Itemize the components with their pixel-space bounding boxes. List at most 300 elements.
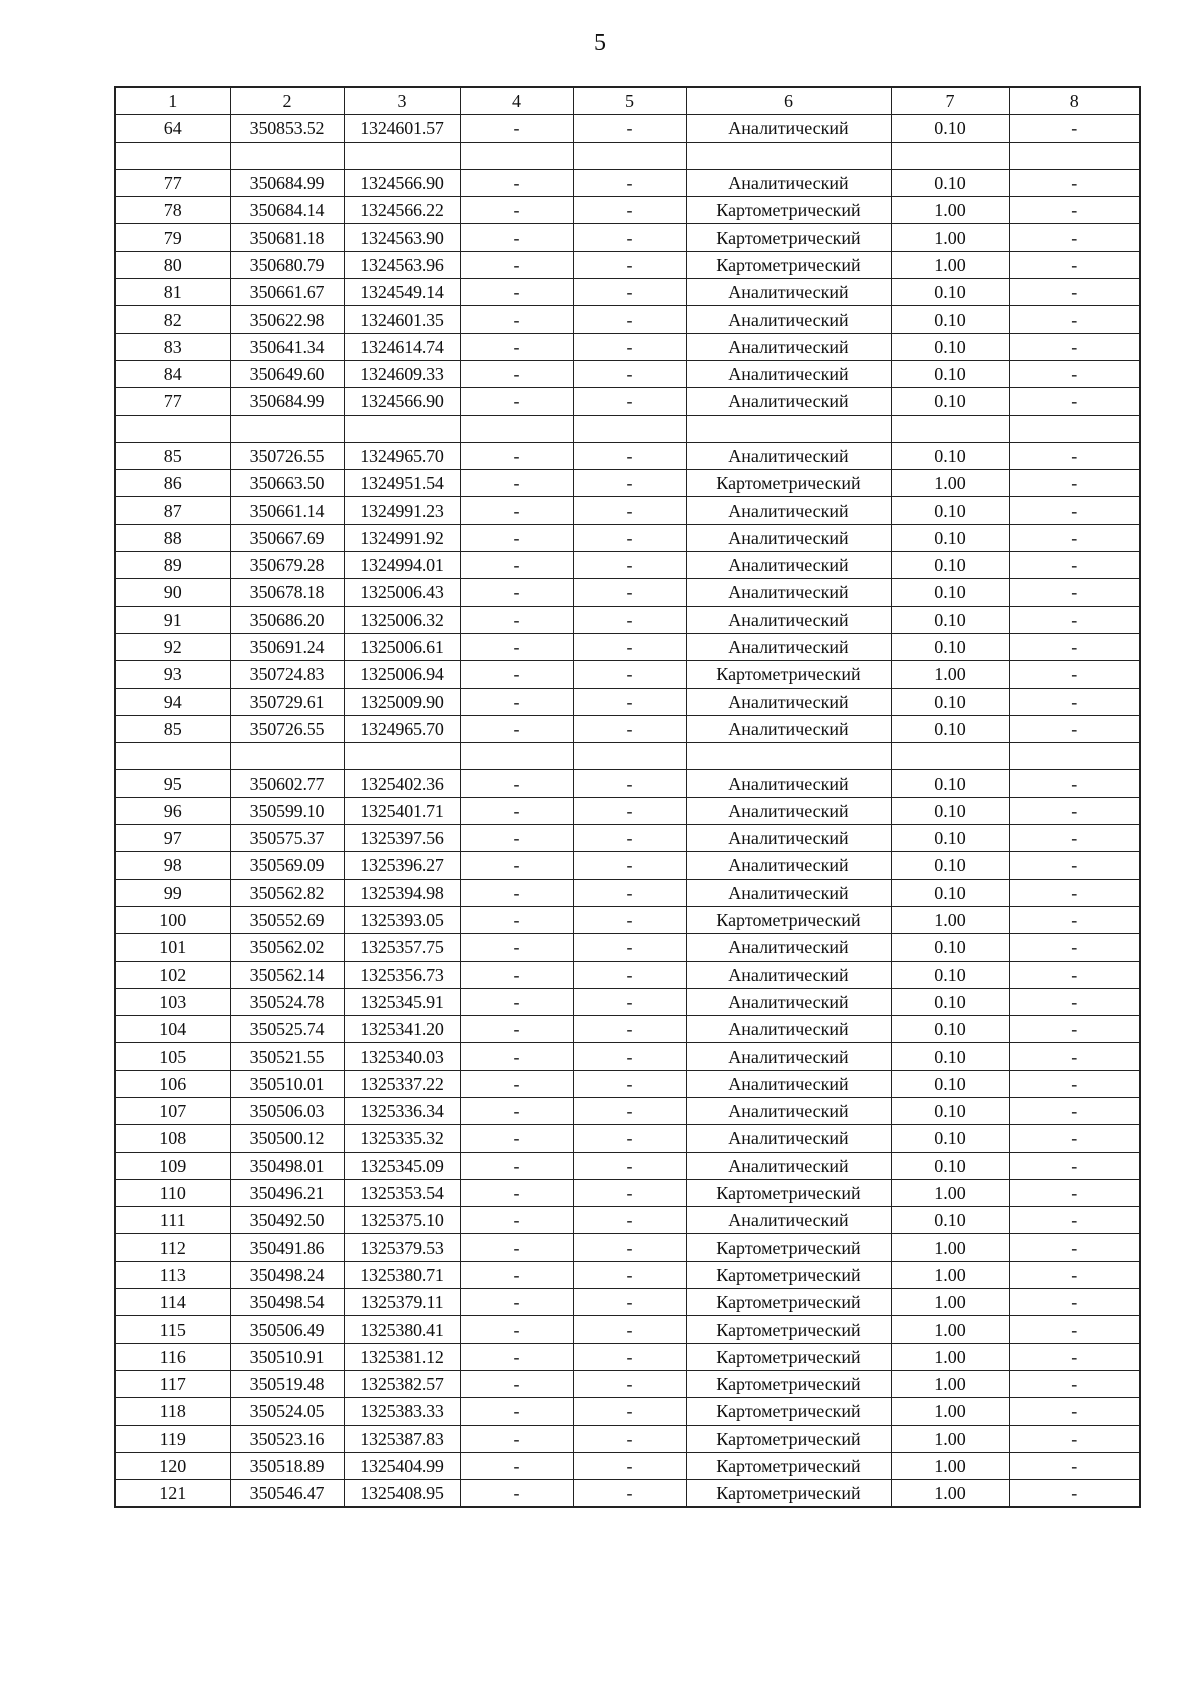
table-row [115,552,1140,579]
table-cell: 350524.78 [230,988,344,1015]
table-cell: - [573,852,686,879]
table-cell: 1325380.71 [344,1261,460,1288]
table-cell: 1325383.33 [344,1398,460,1425]
table-cell: - [460,852,573,879]
table-cell: - [573,906,686,933]
table-cell: - [1009,961,1140,988]
table-cell: 1.00 [891,1370,1009,1397]
table-cell: - [573,251,686,278]
table-cell: - [1009,360,1140,387]
table-cell: 1.00 [891,1480,1009,1508]
table-cell: 1.00 [891,251,1009,278]
table-cell: 350667.69 [230,524,344,551]
table-cell: Картометрический [686,1370,891,1397]
table-cell: 0.10 [891,306,1009,333]
table-cell: - [460,251,573,278]
table-cell: 1325381.12 [344,1343,460,1370]
table-cell: - [1009,906,1140,933]
table-cell: - [1009,552,1140,579]
table-row [115,1016,1140,1043]
table-cell: 350641.34 [230,333,344,360]
empty-cell [891,743,1009,770]
table-cell: 1324563.96 [344,251,460,278]
table-cell: 0.10 [891,579,1009,606]
table-cell: - [1009,470,1140,497]
table-cell: 0.10 [891,606,1009,633]
column-header: 5 [573,87,686,115]
table-cell: 0.10 [891,879,1009,906]
table-cell: - [1009,1261,1140,1288]
table-cell: - [1009,197,1140,224]
table-cell: - [1009,388,1140,415]
table-cell: Аналитический [686,633,891,660]
table-cell: - [573,1398,686,1425]
table-cell: 350729.61 [230,688,344,715]
table-cell: Картометрический [686,906,891,933]
table-cell: - [460,360,573,387]
table-cell: Картометрический [686,1343,891,1370]
table-cell: - [460,1289,573,1316]
table-cell: 1325404.99 [344,1452,460,1479]
table-cell: 1.00 [891,1452,1009,1479]
table-row [115,1452,1140,1479]
table-cell: - [573,1480,686,1508]
table-cell: 89 [115,552,230,579]
table-cell: 1325356.73 [344,961,460,988]
table-cell: - [1009,251,1140,278]
table-cell: - [460,169,573,196]
table-cell: 350523.16 [230,1425,344,1452]
empty-cell [1009,142,1140,169]
table-cell: - [460,1452,573,1479]
table-cell: 350546.47 [230,1480,344,1508]
table-cell: 1325337.22 [344,1070,460,1097]
empty-cell [344,743,460,770]
table-cell: - [1009,115,1140,142]
table-cell: - [1009,1480,1140,1508]
table-cell: - [460,770,573,797]
table-cell: - [460,1398,573,1425]
table-cell: 1324994.01 [344,552,460,579]
table-row [115,1179,1140,1206]
table-cell: - [573,1125,686,1152]
table-cell: 350506.03 [230,1097,344,1124]
table-cell: 350679.28 [230,552,344,579]
table-cell: - [573,388,686,415]
table-cell: 85 [115,442,230,469]
table-cell: - [460,497,573,524]
table-cell: 1.00 [891,1289,1009,1316]
table-cell: - [573,579,686,606]
table-cell: - [460,633,573,660]
table-cell: - [1009,825,1140,852]
table-cell: 1325402.36 [344,770,460,797]
empty-cell [686,743,891,770]
table-row [115,633,1140,660]
table-cell: - [1009,279,1140,306]
table-cell: - [573,633,686,660]
table-cell: 350684.99 [230,169,344,196]
table-cell: Аналитический [686,688,891,715]
table-cell: 114 [115,1289,230,1316]
table-cell: Аналитический [686,1070,891,1097]
table-cell: - [573,1234,686,1261]
table-cell: 1325396.27 [344,852,460,879]
table-cell: Картометрический [686,1425,891,1452]
table-cell: - [573,1343,686,1370]
table-cell: 118 [115,1398,230,1425]
table-cell: 1325401.71 [344,797,460,824]
table-cell: Картометрический [686,1452,891,1479]
table-cell: - [1009,1125,1140,1152]
empty-cell [891,142,1009,169]
table-cell: 83 [115,333,230,360]
table-cell: - [1009,715,1140,742]
empty-cell [573,743,686,770]
table-cell: - [1009,497,1140,524]
table-cell: - [573,224,686,251]
table-cell: Аналитический [686,115,891,142]
table-cell: - [573,1425,686,1452]
table-cell: 1324601.57 [344,115,460,142]
table-cell: Аналитический [686,579,891,606]
table-cell: - [573,333,686,360]
table-cell: 0.10 [891,797,1009,824]
table-cell: - [1009,1343,1140,1370]
table-row [115,1152,1140,1179]
table-cell: 0.10 [891,1207,1009,1234]
table-cell: 95 [115,770,230,797]
table-cell: 350506.49 [230,1316,344,1343]
table-cell: 88 [115,524,230,551]
table-cell: 1.00 [891,1234,1009,1261]
empty-cell [344,415,460,442]
table-cell: 82 [115,306,230,333]
empty-cell [115,743,230,770]
table-cell: 1325387.83 [344,1425,460,1452]
table-cell: 350649.60 [230,360,344,387]
table-row [115,1097,1140,1124]
table-cell: Картометрический [686,1179,891,1206]
table-cell: 0.10 [891,934,1009,961]
table-cell: Аналитический [686,1152,891,1179]
table-row [115,934,1140,961]
table-cell: 0.10 [891,715,1009,742]
table-cell: 1325006.61 [344,633,460,660]
table-cell: 1325379.11 [344,1289,460,1316]
table-cell: 1325006.43 [344,579,460,606]
empty-cell [891,415,1009,442]
table-cell: 103 [115,988,230,1015]
table-row [115,497,1140,524]
table-cell: 79 [115,224,230,251]
table-cell: 350521.55 [230,1043,344,1070]
table-cell: 0.10 [891,988,1009,1015]
table-cell: 0.10 [891,770,1009,797]
table-cell: 1325345.91 [344,988,460,1015]
column-header: 8 [1009,87,1140,115]
table-cell: - [460,1425,573,1452]
table-cell: 350569.09 [230,852,344,879]
table-row [115,360,1140,387]
table-cell: - [1009,797,1140,824]
table-cell: 1325408.95 [344,1480,460,1508]
table-cell: Картометрический [686,1316,891,1343]
table-cell: - [1009,934,1140,961]
table-cell: 1.00 [891,661,1009,688]
table-row [115,197,1140,224]
table-cell: - [573,1370,686,1397]
table-cell: Картометрический [686,661,891,688]
table-cell: 350661.67 [230,279,344,306]
table-row [115,879,1140,906]
table-cell: Аналитический [686,606,891,633]
table-cell: 108 [115,1125,230,1152]
table-cell: - [1009,1425,1140,1452]
table-row [115,1398,1140,1425]
table-cell: - [460,1316,573,1343]
page-number: 5 [594,30,606,56]
table-cell: - [573,1097,686,1124]
table-cell: 0.10 [891,333,1009,360]
table-cell: 350599.10 [230,797,344,824]
table-cell: - [1009,333,1140,360]
table-row [115,306,1140,333]
table-cell: 0.10 [891,852,1009,879]
table-cell: - [460,606,573,633]
table-cell: 350562.02 [230,934,344,961]
table-cell: 0.10 [891,169,1009,196]
table-cell: - [1009,1070,1140,1097]
table-row [115,906,1140,933]
table-row [115,579,1140,606]
table-cell: Аналитический [686,1043,891,1070]
table-cell: 0.10 [891,442,1009,469]
table-cell: Аналитический [686,333,891,360]
table-cell: Картометрический [686,1398,891,1425]
table-cell: 350510.91 [230,1343,344,1370]
table-cell: 1325341.20 [344,1016,460,1043]
table-cell: - [573,442,686,469]
table-row [115,770,1140,797]
table-cell: Картометрический [686,197,891,224]
table-cell: 0.10 [891,1152,1009,1179]
table-cell: - [460,1207,573,1234]
table-cell: - [460,524,573,551]
table-cell: 1324965.70 [344,715,460,742]
table-cell: 350684.14 [230,197,344,224]
table-cell: 107 [115,1097,230,1124]
table-cell: 120 [115,1452,230,1479]
empty-cell [573,142,686,169]
table-row [115,251,1140,278]
table-row [115,961,1140,988]
table-cell: Картометрический [686,1289,891,1316]
table-row [115,442,1140,469]
table-row [115,1425,1140,1452]
separator-row [115,415,1140,442]
table-cell: 0.10 [891,388,1009,415]
table-cell: 1324566.22 [344,197,460,224]
table-cell: - [460,552,573,579]
empty-cell [1009,743,1140,770]
table-cell: - [573,1452,686,1479]
table-cell: - [460,1070,573,1097]
table-cell: Аналитический [686,524,891,551]
table-cell: - [573,797,686,824]
table-cell: - [573,688,686,715]
table-cell: 101 [115,934,230,961]
table-cell: - [460,715,573,742]
table-cell: 77 [115,169,230,196]
table-cell: 0.10 [891,1043,1009,1070]
table-cell: - [573,470,686,497]
table-cell: - [460,1125,573,1152]
empty-cell [460,142,573,169]
table-cell: - [573,197,686,224]
table-cell: 350500.12 [230,1125,344,1152]
table-cell: - [460,1234,573,1261]
table-cell: 1324965.70 [344,442,460,469]
table-row [115,1370,1140,1397]
table-cell: - [460,1043,573,1070]
table-cell: - [573,169,686,196]
empty-cell [230,142,344,169]
table-cell: 350562.14 [230,961,344,988]
table-cell: Аналитический [686,852,891,879]
table-cell: 94 [115,688,230,715]
table-cell: Аналитический [686,797,891,824]
table-cell: Картометрический [686,1234,891,1261]
table-cell: - [460,906,573,933]
table-cell: 80 [115,251,230,278]
table-cell: - [1009,524,1140,551]
table-cell: - [460,197,573,224]
table-cell: 350691.24 [230,633,344,660]
table-cell: 1324991.23 [344,497,460,524]
table-cell: 0.10 [891,1070,1009,1097]
table-cell: 1.00 [891,197,1009,224]
table-row [115,606,1140,633]
table-cell: - [1009,169,1140,196]
table-cell: Аналитический [686,497,891,524]
table-cell: 350661.14 [230,497,344,524]
table-cell: Картометрический [686,1480,891,1508]
table-cell: 350680.79 [230,251,344,278]
table-row [115,988,1140,1015]
table-cell: 350726.55 [230,442,344,469]
table-cell: 1324601.35 [344,306,460,333]
table-cell: - [460,388,573,415]
table-cell: - [460,1097,573,1124]
table-cell: - [573,606,686,633]
table-cell: 350552.69 [230,906,344,933]
table-cell: - [460,306,573,333]
table-cell: 106 [115,1070,230,1097]
table-cell: 350510.01 [230,1070,344,1097]
column-header: 3 [344,87,460,115]
table-cell: 350518.89 [230,1452,344,1479]
table-row [115,279,1140,306]
table-cell: 0.10 [891,360,1009,387]
table-row [115,169,1140,196]
table-cell: 1324951.54 [344,470,460,497]
table-cell: 1325382.57 [344,1370,460,1397]
table-cell: 111 [115,1207,230,1234]
table-cell: 350678.18 [230,579,344,606]
table-cell: 1.00 [891,906,1009,933]
table-row [115,1261,1140,1288]
column-header: 6 [686,87,891,115]
table-cell: 92 [115,633,230,660]
table-cell: 350602.77 [230,770,344,797]
empty-cell [573,415,686,442]
table-cell: 1325393.05 [344,906,460,933]
table-row [115,1343,1140,1370]
table-cell: 350491.86 [230,1234,344,1261]
table-cell: - [460,1261,573,1288]
separator-row [115,142,1140,169]
table-cell: 1325394.98 [344,879,460,906]
table-cell: - [573,825,686,852]
table-cell: 1325009.90 [344,688,460,715]
table-cell: 0.10 [891,552,1009,579]
table-cell: Аналитический [686,552,891,579]
table-cell: - [573,279,686,306]
table-cell: 0.10 [891,524,1009,551]
empty-cell [686,415,891,442]
table-cell: 85 [115,715,230,742]
table-cell: 0.10 [891,633,1009,660]
table-cell: - [460,934,573,961]
table-cell: - [573,934,686,961]
table-cell: 1325375.10 [344,1207,460,1234]
table-cell: 93 [115,661,230,688]
table-body [115,115,1140,1508]
column-header: 2 [230,87,344,115]
empty-cell [1009,415,1140,442]
table-row [115,524,1140,551]
table-cell: 350724.83 [230,661,344,688]
table-row [115,333,1140,360]
table-cell: 1.00 [891,1343,1009,1370]
table-cell: - [573,360,686,387]
table-cell: - [460,661,573,688]
empty-cell [115,142,230,169]
column-header: 1 [115,87,230,115]
table-cell: - [573,497,686,524]
table-cell: 1324614.74 [344,333,460,360]
table-cell: 1324566.90 [344,169,460,196]
table-cell: 105 [115,1043,230,1070]
table-cell: 112 [115,1234,230,1261]
table-cell: 1.00 [891,1398,1009,1425]
table-cell: Аналитический [686,1125,891,1152]
table-row [115,1043,1140,1070]
table-cell: Аналитический [686,715,891,742]
table-cell: 1.00 [891,1261,1009,1288]
table-cell: - [573,988,686,1015]
table-cell: 77 [115,388,230,415]
table-cell: 350498.54 [230,1289,344,1316]
table-cell: - [460,688,573,715]
table-cell: 84 [115,360,230,387]
table-row [115,797,1140,824]
table-cell: - [573,115,686,142]
table-cell: 113 [115,1261,230,1288]
table-cell: - [573,1152,686,1179]
table-cell: - [460,1370,573,1397]
